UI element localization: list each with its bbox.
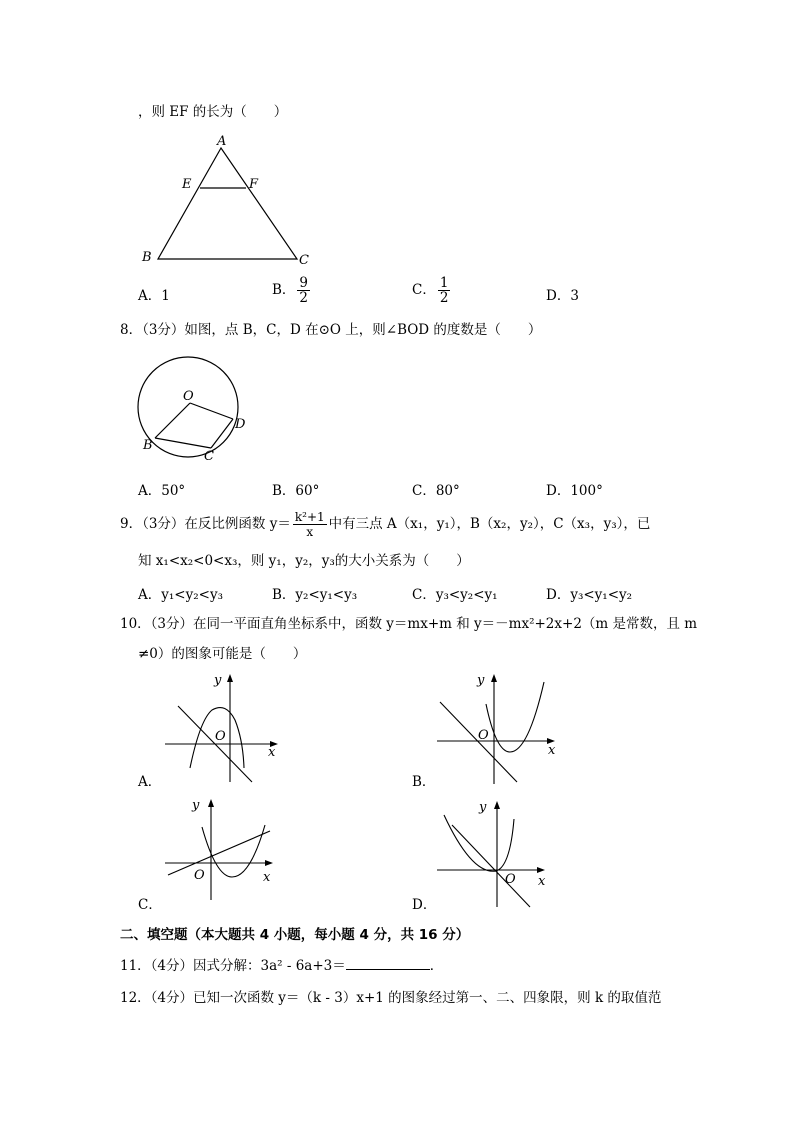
q8-option-c[interactable]: C．80° [412, 483, 460, 499]
svg-text:x: x [538, 874, 546, 889]
q10-stem-line1: 10．（3分）在同一平面直角坐标系中，函数 y＝mx+m 和 y＝－mx²+2x+2（m 是常数，且 m [120, 616, 698, 632]
graph-a[interactable] [160, 672, 285, 787]
svg-text:y: y [479, 800, 487, 815]
section-heading: 二、填空题（本大题共 4 小题，每小题 4 分，共 16 分） [120, 927, 470, 943]
label-B: B [142, 250, 152, 265]
svg-text:x: x [268, 745, 276, 760]
label-C: C [204, 449, 214, 464]
q12-stem: 12．（4分）已知一次函数 y＝（k - 3）x+1 的图象经过第一、二、四象限，则 k 的取值范 [120, 990, 662, 1006]
q7-stem: ，则 EF 的长为（ ） [138, 104, 288, 120]
graph-b[interactable] [432, 672, 562, 787]
label-C: C [299, 253, 309, 268]
svg-text:x: x [263, 870, 271, 885]
label-E: E [182, 177, 192, 192]
svg-text:y: y [477, 673, 485, 688]
answer-blank[interactable] [346, 957, 430, 970]
q7-option-d[interactable]: D．3 [546, 288, 579, 304]
q9-option-a[interactable]: A．y₁<y₂<y₃ [138, 587, 223, 603]
q9-stem-line1: 9．（3分）在反比例函数 y＝ $\frac{\text{k²+1}}{x}$ 中有三点 A（x₁，y₁），B（x₂，y₂），C（x₃，y₃），已 [120, 510, 651, 539]
q7-option-c[interactable]: C． $\frac{1}{2}$ [412, 275, 449, 306]
graph-d[interactable] [432, 795, 562, 910]
label-F: F [249, 177, 259, 192]
q9-option-d[interactable]: D．y₃<y₁<y₂ [546, 587, 633, 603]
q8-option-b[interactable]: B．60° [272, 483, 320, 499]
svg-text:y: y [214, 673, 222, 688]
triangle-figure [140, 134, 320, 269]
q8-option-a[interactable]: A．50° [138, 483, 186, 499]
q7-option-a[interactable]: A．1 [138, 288, 170, 304]
q7-option-b[interactable]: B． $\frac{9}{2}$ [272, 275, 309, 306]
q10-option-b[interactable]: B． [412, 774, 436, 790]
q11-stem: 11．（4分）因式分解：3a² - 6a+3＝ ． [120, 958, 444, 974]
q10-stem-line2: ≠0）的图象可能是（ ） [138, 646, 307, 662]
q8-option-d[interactable]: D．100° [546, 483, 603, 499]
svg-text:O: O [505, 872, 516, 887]
circle-figure [138, 350, 258, 465]
q10-option-c[interactable]: C． [138, 897, 162, 913]
label-D: D [235, 417, 246, 432]
label-O: O [183, 389, 194, 404]
svg-text:O: O [478, 728, 489, 743]
svg-text:O: O [215, 729, 226, 744]
q10-option-d[interactable]: D． [412, 897, 437, 913]
graph-c[interactable] [160, 795, 285, 905]
q9-stem-line2: 知 x₁<x₂<0<x₃，则 y₁，y₂，y₃的大小关系为（ ） [138, 553, 470, 569]
svg-text:x: x [548, 743, 556, 758]
q9-option-c[interactable]: C．y₃<y₂<y₁ [412, 587, 498, 603]
svg-text:y: y [192, 798, 200, 813]
q10-option-a[interactable]: A． [138, 774, 162, 790]
q8-stem: 8．（3分）如图，点 B，C，D 在⊙O 上，则∠BOD 的度数是（ ） [120, 322, 542, 338]
svg-text:O: O [194, 868, 205, 883]
label-B: B [143, 438, 153, 453]
label-A: A [217, 134, 227, 149]
q9-option-b[interactable]: B．y₂<y₁<y₃ [272, 587, 358, 603]
